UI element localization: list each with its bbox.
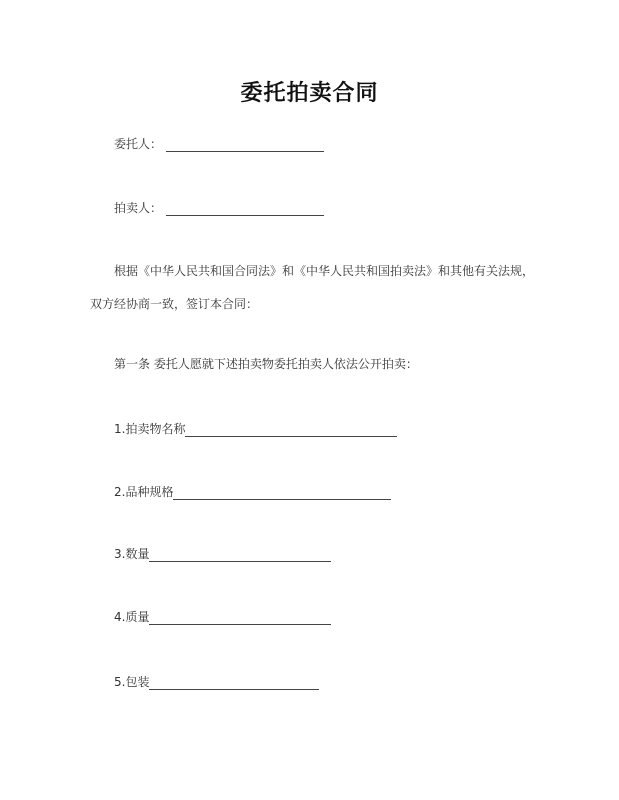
item-label: 4.质量 [114,610,150,624]
item-quality-field[interactable] [149,612,331,625]
auctioneer-field[interactable] [166,203,324,216]
item-label: 3.数量 [114,547,150,561]
item-label: 2.品种规格 [114,485,174,499]
consignor-field[interactable] [166,139,324,152]
item-row-spec [114,483,391,500]
item-label: 5.包装 [114,675,150,689]
item-quantity-field[interactable] [149,549,331,562]
item-name-field[interactable] [185,424,397,437]
item-row-quality [114,608,331,625]
auctioneer-label: 拍卖人： [114,201,163,215]
auctioneer-row [114,199,324,216]
page-title: 委托拍卖合同 [240,81,379,106]
preamble-line-2: 双方经协商一致，签订本合同： [90,297,259,311]
item-packaging-field[interactable] [149,677,319,690]
item-row-packaging [114,673,319,690]
item-spec-field[interactable] [173,487,391,500]
article-1: 第一条 委托人愿就下述拍卖物委托拍卖人依法公开拍卖： [114,357,418,371]
preamble-line-1: 根据《中华人民共和国合同法》和《中华人民共和国拍卖法》和其他有关法规， [114,264,535,278]
consignor-label: 委托人： [114,137,163,151]
consignor-row [114,135,324,152]
item-row-quantity [114,545,331,562]
item-label: 1.拍卖物名称 [114,422,186,436]
item-row-name [114,420,397,437]
